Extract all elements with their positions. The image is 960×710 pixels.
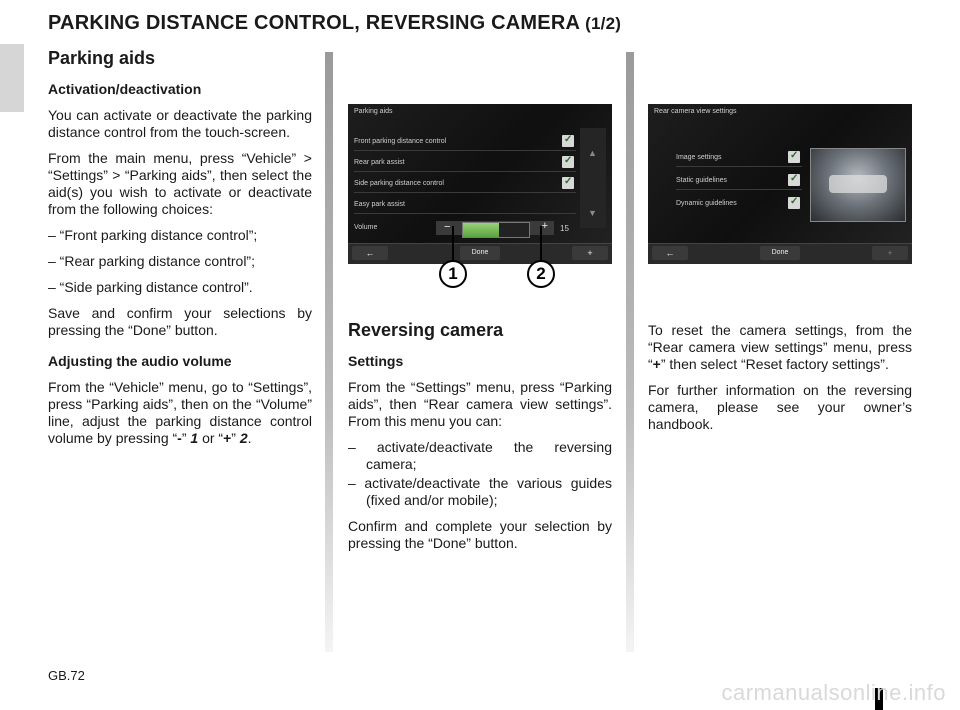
- paragraph: You can activate or deactivate the parking distance control from the touch-screen.: [48, 107, 312, 140]
- screen-header: Rear camera view settings: [654, 108, 737, 115]
- section-heading: Parking aids: [48, 48, 156, 68]
- chapter-tab: [0, 44, 24, 112]
- paragraph: From the main menu, press “Vehicle” > “Settings” > “Parking aids”, then select the aid(s) you wish to activate or deactivate from the following choices:: [48, 150, 312, 217]
- column-camera-reset: [648, 322, 912, 442]
- paragraph: From the “Settings” menu, press “Parking aids”, then “Rear camera view settings”. From this menu you can:: [348, 379, 612, 429]
- column-divider-right: [626, 52, 634, 652]
- checkbox-icon[interactable]: [562, 156, 574, 168]
- volume-fill: [463, 223, 499, 237]
- setting-row[interactable]: Side parking distance control ✓: [354, 174, 576, 193]
- page-number: GB.72: [48, 668, 85, 683]
- checkbox-icon[interactable]: [562, 177, 574, 189]
- page-title: PARKING DISTANCE CONTROL, REVERSING CAMERA (1/2): [48, 12, 622, 34]
- checkbox-icon[interactable]: [788, 197, 800, 209]
- car-rear-icon: [829, 175, 887, 193]
- setting-row[interactable]: Easy park assist: [354, 195, 576, 214]
- paragraph-reset: To reset the camera settings, from the “Rear camera view settings” menu, press “+” then select “Reset factory settings”.: [648, 322, 912, 372]
- setting-row[interactable]: Dynamic guidelines ✓: [676, 194, 802, 212]
- column-reversing-camera: [348, 322, 612, 561]
- scroll-down-icon[interactable]: ▼: [588, 208, 597, 218]
- screen-bottom-bar: [348, 243, 612, 264]
- add-button[interactable]: +: [872, 246, 908, 260]
- scroll-up-icon[interactable]: ▲: [588, 148, 597, 158]
- parking-aids-screen: [348, 104, 612, 264]
- section-heading: Reversing camera: [348, 320, 504, 340]
- scrollbar[interactable]: [580, 128, 606, 228]
- list-item: – “Front parking distance control”;: [48, 227, 258, 243]
- callout-1: 1: [439, 260, 467, 288]
- paragraph: For further information on the reversing camera, please see your owner’s handbook.: [648, 382, 912, 432]
- list-item: – activate/deactivate the various guides (fixed and/or mobile);: [348, 475, 612, 508]
- list-item: – activate/deactivate the reversing camera;: [348, 439, 612, 472]
- checkbox-icon[interactable]: [562, 135, 574, 147]
- subheading-activation: Activation/deactivation: [48, 81, 202, 97]
- checkbox-icon[interactable]: [788, 151, 800, 163]
- volume-value: 15: [560, 224, 569, 233]
- column-divider-left: [325, 52, 333, 652]
- paragraph: Confirm and complete your selection by pressing the “Done” button.: [348, 518, 612, 551]
- callout-2: 2: [527, 260, 555, 288]
- add-button[interactable]: +: [572, 246, 608, 260]
- done-button[interactable]: Done: [460, 246, 500, 260]
- list-item: – “Rear parking distance control”;: [48, 253, 255, 269]
- callout-line: [452, 226, 454, 260]
- camera-preview-image: [810, 148, 906, 222]
- back-button[interactable]: ←: [652, 246, 688, 260]
- setting-row[interactable]: Rear park assist ✓: [354, 153, 576, 172]
- paragraph-volume: From the “Vehicle” menu, go to “Settings”, press “Parking aids”, then on the “Volume” line, adjust the parking distance control volume by pressing “-” 1 or “+” 2.: [48, 379, 312, 446]
- setting-row[interactable]: Static guidelines ✓: [676, 171, 802, 190]
- volume-minus-button[interactable]: −: [444, 221, 451, 233]
- list-item: – “Side parking distance control”.: [48, 279, 253, 295]
- watermark: carmanualsonline.info: [721, 680, 946, 705]
- done-button[interactable]: Done: [760, 246, 800, 260]
- callout-line: [540, 226, 542, 260]
- screen-header: Parking aids: [354, 108, 393, 115]
- volume-slider[interactable]: [462, 222, 530, 238]
- checkbox-icon[interactable]: [788, 174, 800, 186]
- setting-row[interactable]: Image settings ✓: [676, 148, 802, 167]
- paragraph: Save and confirm your selections by pressing the “Done” button.: [48, 305, 312, 338]
- volume-plus-button[interactable]: +: [541, 220, 548, 232]
- subheading-volume: Adjusting the audio volume: [48, 353, 232, 369]
- column-parking-aids: [48, 50, 312, 456]
- rear-camera-settings-screen: [648, 104, 912, 264]
- back-button[interactable]: ←: [352, 246, 388, 260]
- screen-bottom-bar: [648, 243, 912, 264]
- volume-row: Volume: [354, 224, 378, 231]
- setting-row[interactable]: Front parking distance control ✓: [354, 132, 576, 151]
- subheading-settings: Settings: [348, 353, 404, 369]
